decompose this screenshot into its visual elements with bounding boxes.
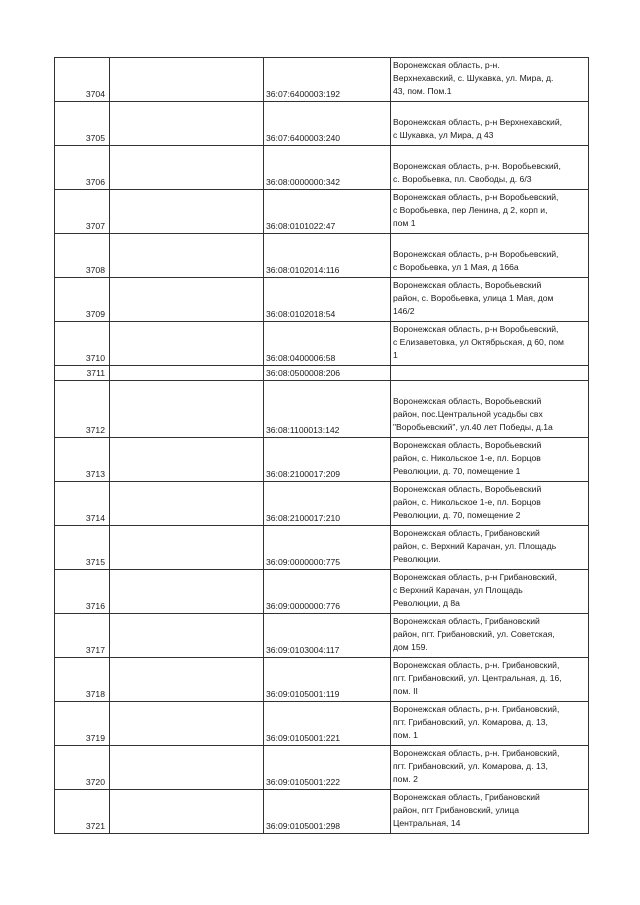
address-line: Верхнехавский, с. Шукавка, ул. Мира, д. [393, 73, 554, 83]
cadastral-number-cell: 36:07:6400003:192 [264, 58, 391, 102]
empty-cell [110, 614, 264, 658]
address-line: с Шукавка, ул Мира, д 43 [393, 130, 494, 140]
address-line: Революции, д 8а [393, 598, 460, 608]
address-cell [391, 790, 589, 834]
table-row [55, 102, 589, 146]
row-number-cell: 3719 [55, 702, 110, 746]
row-number-cell: 3711 [55, 366, 110, 381]
address-cell [391, 146, 589, 190]
empty-cell [110, 190, 264, 234]
row-number-cell: 3713 [55, 438, 110, 482]
cadastral-number-cell: 36:09:0000000:776 [264, 570, 391, 614]
table-row [55, 58, 589, 102]
address-line: Воронежская область, Грибановский [393, 792, 540, 802]
address-line [393, 103, 586, 116]
address-cell [391, 570, 589, 614]
address-line: Воронежская область, Грибановский [393, 616, 540, 626]
cadastral-number-cell: 36:09:0105001:298 [264, 790, 391, 834]
table-row [55, 381, 589, 438]
address-line [393, 235, 586, 248]
cadastral-number-cell: 36:08:2100017:209 [264, 438, 391, 482]
row-number-cell: 3721 [55, 790, 110, 834]
empty-cell [110, 234, 264, 278]
empty-cell [110, 438, 264, 482]
empty-cell [110, 702, 264, 746]
cadastral-number-cell: 36:08:0102018:54 [264, 278, 391, 322]
address-cell [391, 614, 589, 658]
address-line: Воронежская область, р-н Воробьевский, [393, 324, 559, 334]
cadastral-number-cell: 36:08:0101022:47 [264, 190, 391, 234]
address-cell [391, 381, 589, 438]
address-line: район, пгт Грибановский, улица [393, 805, 520, 815]
row-number-cell: 3720 [55, 746, 110, 790]
address-line: Воронежская область, р-н Воробьевский, [393, 192, 559, 202]
table-row [55, 702, 589, 746]
row-number-cell: 3707 [55, 190, 110, 234]
address-line: Революции, д. 70, помещение 2 [393, 510, 521, 520]
address-line: с Воробьевка, пер Ленина, д 2, корп и, [393, 205, 548, 215]
cadastral-number-cell: 36:09:0105001:221 [264, 702, 391, 746]
table-row [55, 190, 589, 234]
table-row [55, 790, 589, 834]
address-line: район, пгт. Грибановский, ул. Советская, [393, 629, 555, 639]
table-row [55, 322, 589, 366]
address-line [393, 382, 586, 395]
address-line: район, пос.Центральной усадьбы свх [393, 409, 543, 419]
cadastral-number-cell: 36:07:6400003:240 [264, 102, 391, 146]
address-cell [391, 278, 589, 322]
address-line: Центральная, 14 [393, 818, 461, 828]
row-number-cell: 3718 [55, 658, 110, 702]
address-line: район, с. Воробьевка, улица 1 Мая, дом [393, 293, 554, 303]
row-number-cell: 3709 [55, 278, 110, 322]
address-line: с Верхний Карачан, ул Площадь [393, 585, 523, 595]
empty-cell [110, 322, 264, 366]
address-line: пгт. Грибановский, ул. Комарова, д. 13, [393, 717, 548, 727]
address-line: с. Воробьевка, пл. Свободы, д. 6/3 [393, 174, 532, 184]
address-line: Воронежская область, р-н. Грибановский, [393, 704, 560, 714]
address-cell [391, 526, 589, 570]
address-line: Воронежская область, Грибановский [393, 528, 540, 538]
row-number-cell: 3705 [55, 102, 110, 146]
address-line: пом. 1 [393, 730, 418, 740]
row-number-cell: 3710 [55, 322, 110, 366]
table-row [55, 146, 589, 190]
address-line [393, 147, 586, 160]
address-cell [391, 58, 589, 102]
registry-table-body [55, 58, 589, 834]
address-line: 146/2 [393, 306, 415, 316]
address-line: пом 1 [393, 218, 416, 228]
table-row [55, 658, 589, 702]
address-line: Воронежская область, р-н. [393, 60, 500, 70]
table-row [55, 278, 589, 322]
row-number-cell: 3717 [55, 614, 110, 658]
address-line: дом 159. [393, 642, 428, 652]
cadastral-number-cell: 36:09:0105001:119 [264, 658, 391, 702]
table-row [55, 438, 589, 482]
address-cell [391, 482, 589, 526]
address-line: район, с. Никольское 1-е, пл. Борцов [393, 497, 541, 507]
address-line: Воронежская область, Воробьевский [393, 440, 542, 450]
row-number-cell: 3704 [55, 58, 110, 102]
table-row [55, 482, 589, 526]
address-line: район, с. Никольское 1-е, пл. Борцов [393, 453, 541, 463]
address-line: Воронежская область, р-н. Воробьевский, [393, 161, 561, 171]
empty-cell [110, 746, 264, 790]
empty-cell [110, 146, 264, 190]
address-line: Воронежская область, р-н Верхнехавский, [393, 117, 563, 127]
address-line: Воронежская область, р-н. Грибановский, [393, 660, 560, 670]
row-number-cell: 3715 [55, 526, 110, 570]
empty-cell [110, 102, 264, 146]
address-line: Воронежская область, Воробьевский [393, 280, 542, 290]
address-line: Воронежская область, р-н Воробьевский, [393, 249, 559, 259]
cadastral-number-cell: 36:08:2100017:210 [264, 482, 391, 526]
empty-cell [110, 278, 264, 322]
address-line: Воронежская область, Воробьевский [393, 484, 542, 494]
table-row [55, 234, 589, 278]
address-line: пгт. Грибановский, ул. Центральная, д. 16, [393, 673, 562, 683]
address-line: 1 [393, 350, 398, 360]
empty-cell [110, 58, 264, 102]
address-line: пом. II [393, 686, 418, 696]
address-cell [391, 746, 589, 790]
row-number-cell: 3712 [55, 381, 110, 438]
cadastral-number-cell: 36:08:0400006:58 [264, 322, 391, 366]
table-row [55, 614, 589, 658]
address-line: Воронежская область, р-н Грибановский, [393, 572, 557, 582]
cadastral-number-cell: 36:09:0000000:775 [264, 526, 391, 570]
row-number-cell: 3708 [55, 234, 110, 278]
address-line: с Елизаветовка, ул Октябрьская, д 60, пом [393, 337, 564, 347]
cadastral-number-cell: 36:08:0000000:342 [264, 146, 391, 190]
cadastral-number-cell: 36:08:1100013:142 [264, 381, 391, 438]
address-cell [391, 102, 589, 146]
address-line: Революции, д. 70, помещение 1 [393, 466, 521, 476]
address-cell [391, 366, 589, 381]
table-row [55, 746, 589, 790]
table-row [55, 526, 589, 570]
address-line: "Воробьевский", ул.40 лет Победы, д.1а [393, 422, 553, 432]
row-number-cell: 3714 [55, 482, 110, 526]
address-cell [391, 190, 589, 234]
address-line: Воронежская область, р-н. Грибановский, [393, 748, 560, 758]
property-registry-table [54, 57, 589, 834]
address-cell [391, 702, 589, 746]
address-line: Воронежская область, Воробьевский [393, 396, 542, 406]
cadastral-number-cell: 36:08:0500008:206 [264, 366, 391, 381]
cadastral-number-cell: 36:09:0105001:222 [264, 746, 391, 790]
address-line: Революции. [393, 554, 441, 564]
empty-cell [110, 570, 264, 614]
empty-cell [110, 381, 264, 438]
row-number-cell: 3716 [55, 570, 110, 614]
empty-cell [110, 790, 264, 834]
cadastral-number-cell: 36:08:0102014:116 [264, 234, 391, 278]
empty-cell [110, 482, 264, 526]
row-number-cell: 3706 [55, 146, 110, 190]
address-line: пгт. Грибановский, ул. Комарова, д. 13, [393, 761, 548, 771]
address-line: район, с. Верхний Карачан, ул. Площадь [393, 541, 557, 551]
cadastral-number-cell: 36:09:0103004:117 [264, 614, 391, 658]
address-line: с Воробьевка, ул 1 Мая, д 166а [393, 262, 519, 272]
empty-cell [110, 526, 264, 570]
empty-cell [110, 366, 264, 381]
empty-cell [110, 658, 264, 702]
address-cell [391, 234, 589, 278]
address-cell [391, 438, 589, 482]
address-cell [391, 658, 589, 702]
address-line: пом. 2 [393, 774, 418, 784]
table-row [55, 570, 589, 614]
table-row [55, 366, 589, 381]
address-line: 43, пом. Пом.1 [393, 86, 452, 96]
address-cell [391, 322, 589, 366]
